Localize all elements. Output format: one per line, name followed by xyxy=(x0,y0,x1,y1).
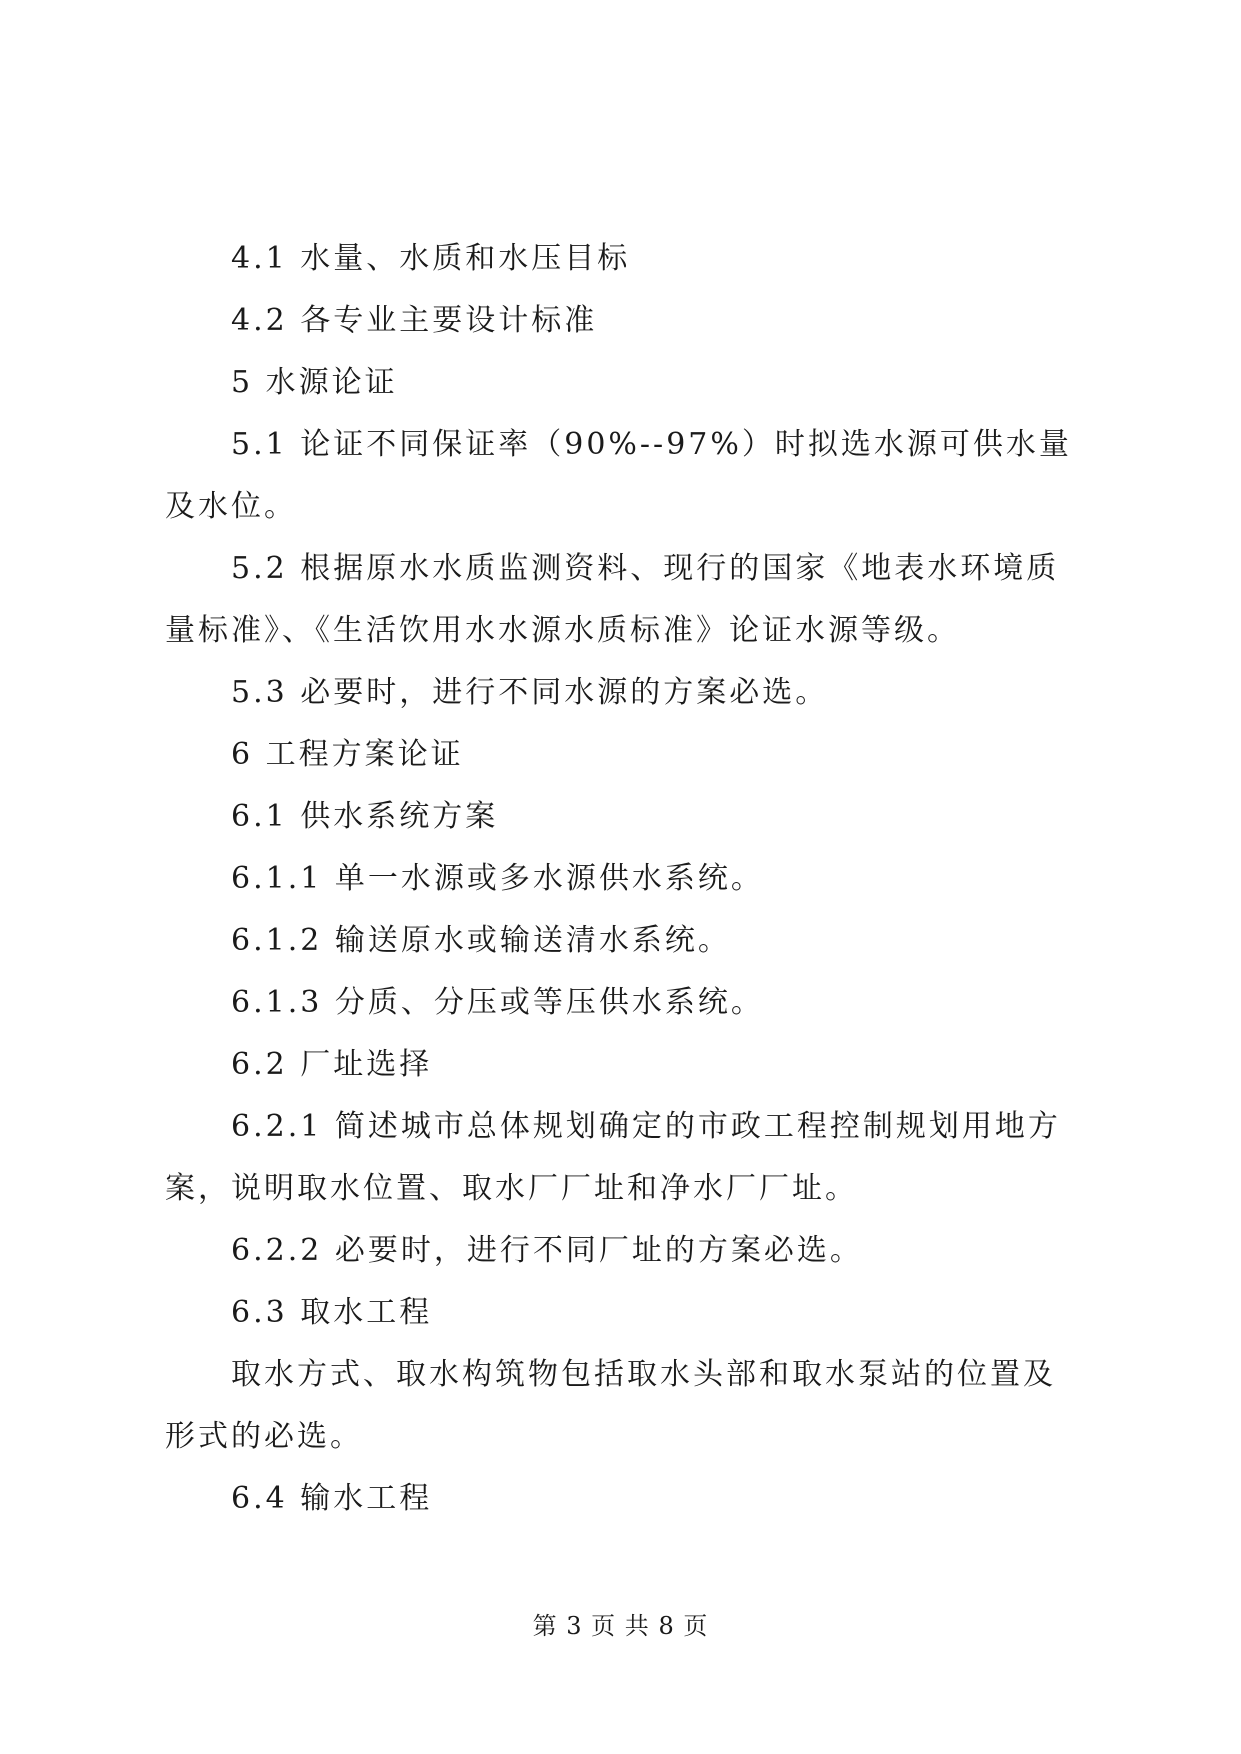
paragraph-6-3-body: 取水方式、取水构筑物包括取水头部和取水泵站的位置及形式的必选。 xyxy=(165,1357,1056,1454)
document-body xyxy=(165,228,1087,1530)
heading-5: 5 水源论证 xyxy=(231,365,398,400)
paragraph-6-2-2: 6.2.2 必要时，进行不同厂址的方案必选。 xyxy=(231,1233,863,1268)
paragraph-5-3: 5.3 必要时，进行不同水源的方案必选。 xyxy=(231,675,829,710)
paragraph-6-2-1: 6.2.1 简述城市总体规划确定的市政工程控制规划用地方案，说明取水位置、取水厂厂址和净水厂厂址。 xyxy=(165,1109,1061,1206)
paragraph-6-4: 6.4 输水工程 xyxy=(231,1481,433,1516)
page-footer: 第 3 页 共 8 页 xyxy=(532,1612,709,1640)
paragraph-4-1: 4.1 水量、水质和水压目标 xyxy=(231,241,631,276)
paragraph-6-1-1: 6.1.1 单一水源或多水源供水系统。 xyxy=(231,861,764,896)
paragraph-6-3: 6.3 取水工程 xyxy=(231,1295,433,1330)
paragraph-6-1: 6.1 供水系统方案 xyxy=(231,799,499,834)
heading-6: 6 工程方案论证 xyxy=(231,737,464,772)
paragraph-5-2: 5.2 根据原水水质监测资料、现行的国家《地表水环境质量标准》、《生活饮用水水源水质标准》论证水源等级。 xyxy=(165,551,1060,648)
paragraph-6-1-3: 6.1.3 分质、分压或等压供水系统。 xyxy=(231,985,764,1020)
paragraph-4-2: 4.2 各专业主要设计标准 xyxy=(231,303,598,338)
paragraph-5-1: 5.1 论证不同保证率（90%--97%）时拟选水源可供水量及水位。 xyxy=(165,427,1072,524)
paragraph-6-2: 6.2 厂址选择 xyxy=(231,1047,433,1082)
paragraph-6-1-2: 6.1.2 输送原水或输送清水系统。 xyxy=(231,923,731,958)
